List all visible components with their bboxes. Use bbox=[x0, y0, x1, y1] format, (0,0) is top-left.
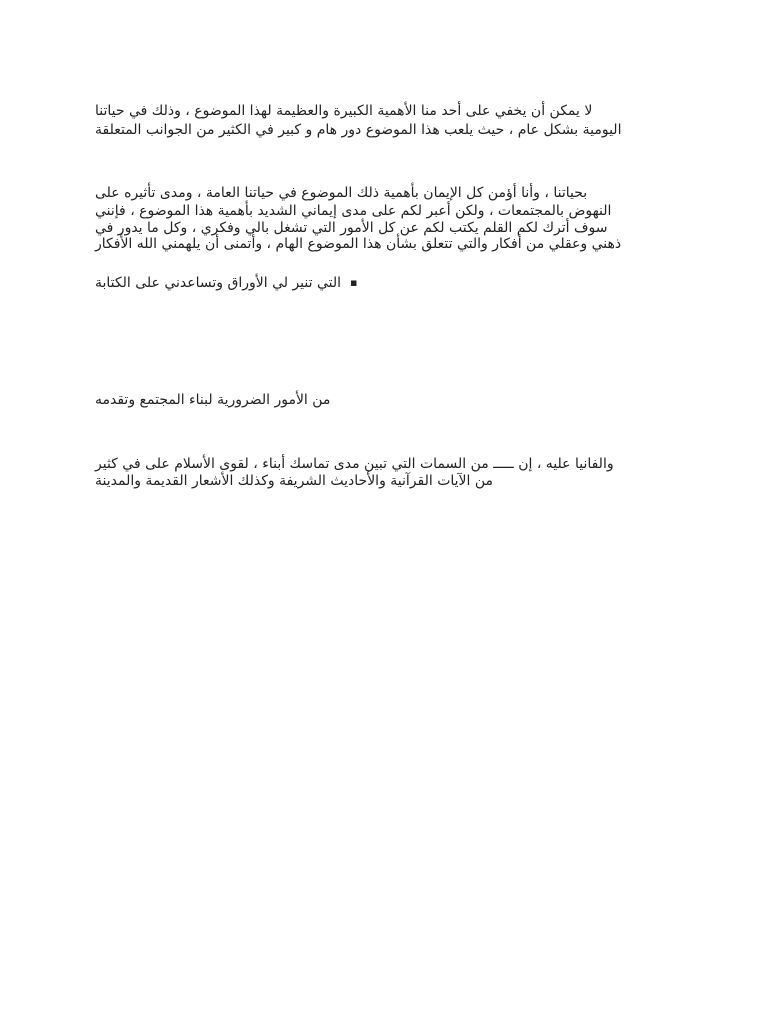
bullet-marker-icon: ▪ bbox=[350, 276, 358, 289]
text-line: لا يمكن أن يخفي على أحد منا الأهمية الكبيرة والعظيمة لهذا الموضوع ، وذلك في حياتنا bbox=[95, 103, 593, 119]
text-line: سوف أترك لكم القلم يكتب لكم عن كل الأمور التي تشغل بالي وفكري ، وكل ما يدور في bbox=[95, 220, 608, 236]
text-line: من الآيات القرآنية والأحاديث الشريفة وكذلك الأشعار القديمة والمدينة bbox=[95, 473, 494, 489]
text-line: بحياتنا ، وأنا أؤمن كل الإيمان بأهمية ذلك الموضوع في حياتنا العامة ، ومدى تأثيره على bbox=[95, 185, 588, 201]
bullet-item-text: التي تنير لي الأوراق وتساعدني على الكتابة bbox=[95, 275, 342, 291]
bullet-list-item bbox=[95, 274, 358, 292]
text-line: والفانيا عليه ، إن ـــــ من السمات التي تبين مدى تماسك أبناء ، لقوى الأسلام على في كثير bbox=[95, 456, 614, 472]
text-line: النهوض بالمجتمعات ، ولكن أعبر لكم على مدى إيماني الشديد بأهمية هذا الموضوع ، فإنني bbox=[95, 203, 612, 219]
text-line: ذهني وعقلي من أفكار والتي تتعلق بشأن هذا الموضوع الهام ، وأتمنى أن يلهمني الله الأفكار bbox=[95, 236, 622, 252]
text-line: اليومية بشكل عام ، حيث يلعب هذا الموضوع دور هام و كبير في الكثير من الجوانب المتعلقة bbox=[95, 122, 622, 138]
text-line: من الأمور الضرورية لبناء المجتمع وتقدمه bbox=[95, 392, 331, 408]
